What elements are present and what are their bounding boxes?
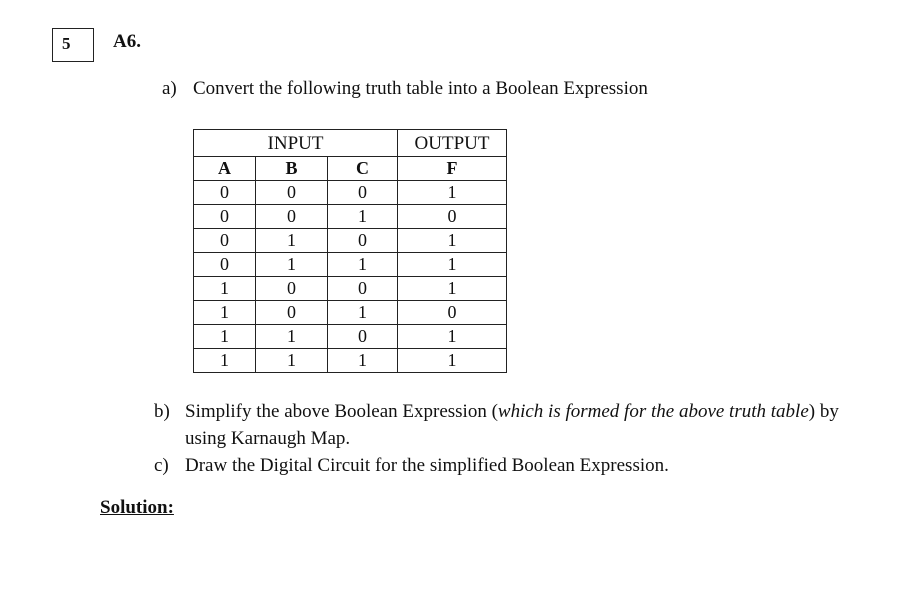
table-row [194, 229, 507, 253]
part-b [154, 398, 839, 425]
cell-f: 0 [398, 205, 507, 229]
part-b-letter: b) [154, 401, 170, 422]
group-header-row [194, 130, 507, 157]
part-a-letter: a) [162, 78, 177, 99]
cell-a: 1 [194, 277, 256, 301]
column-header-row [194, 157, 507, 181]
cell-b: 0 [256, 277, 328, 301]
cell-c: 1 [328, 205, 398, 229]
cell-f: 1 [398, 325, 507, 349]
part-a-text: Convert the following truth table into a Boolean Expression [193, 78, 648, 99]
cell-b: 1 [256, 325, 328, 349]
cell-c: 0 [328, 277, 398, 301]
cell-a: 1 [194, 325, 256, 349]
cell-a: 0 [194, 181, 256, 205]
solution-label: Solution: [100, 497, 174, 518]
cell-b: 1 [256, 229, 328, 253]
table-row [194, 301, 507, 325]
cell-a: 0 [194, 205, 256, 229]
cell-c: 0 [328, 325, 398, 349]
table-row [194, 253, 507, 277]
column-header-f: F [398, 157, 507, 181]
column-header-c: C [328, 157, 398, 181]
cell-f: 0 [398, 301, 507, 325]
cell-f: 1 [398, 349, 507, 373]
question-number: A6. [113, 31, 141, 52]
cell-b: 1 [256, 253, 328, 277]
cell-c: 0 [328, 229, 398, 253]
cell-b: 0 [256, 301, 328, 325]
cell-f: 1 [398, 253, 507, 277]
output-header: OUTPUT [398, 130, 507, 157]
input-header: INPUT [194, 130, 398, 157]
table-row [194, 181, 507, 205]
table-row [194, 277, 507, 301]
cell-b: 1 [256, 349, 328, 373]
part-c-letter: c) [154, 455, 169, 476]
truth-table [193, 129, 507, 373]
cell-a: 0 [194, 253, 256, 277]
part-b-text-after: ) by [808, 401, 839, 422]
table-row [194, 349, 507, 373]
marks-box [52, 28, 94, 62]
cell-c: 0 [328, 181, 398, 205]
cell-f: 1 [398, 277, 507, 301]
cell-b: 0 [256, 181, 328, 205]
marks-value: 5 [62, 34, 71, 53]
part-b-text-italic: which is formed for the above truth table [497, 401, 809, 422]
cell-f: 1 [398, 229, 507, 253]
table-row [194, 325, 507, 349]
table-row [194, 205, 507, 229]
part-c-text: Draw the Digital Circuit for the simplified Boolean Expression. [185, 455, 669, 476]
part-c [154, 452, 669, 479]
column-header-b: B [256, 157, 328, 181]
cell-a: 1 [194, 301, 256, 325]
part-b-text-before: Simplify the above Boolean Expression ( [185, 401, 498, 422]
cell-c: 1 [328, 301, 398, 325]
cell-c: 1 [328, 253, 398, 277]
column-header-a: A [194, 157, 256, 181]
part-b-continuation: using Karnaugh Map. [185, 428, 351, 449]
part-a [162, 75, 648, 102]
cell-a: 0 [194, 229, 256, 253]
cell-c: 1 [328, 349, 398, 373]
cell-b: 0 [256, 205, 328, 229]
cell-a: 1 [194, 349, 256, 373]
cell-f: 1 [398, 181, 507, 205]
